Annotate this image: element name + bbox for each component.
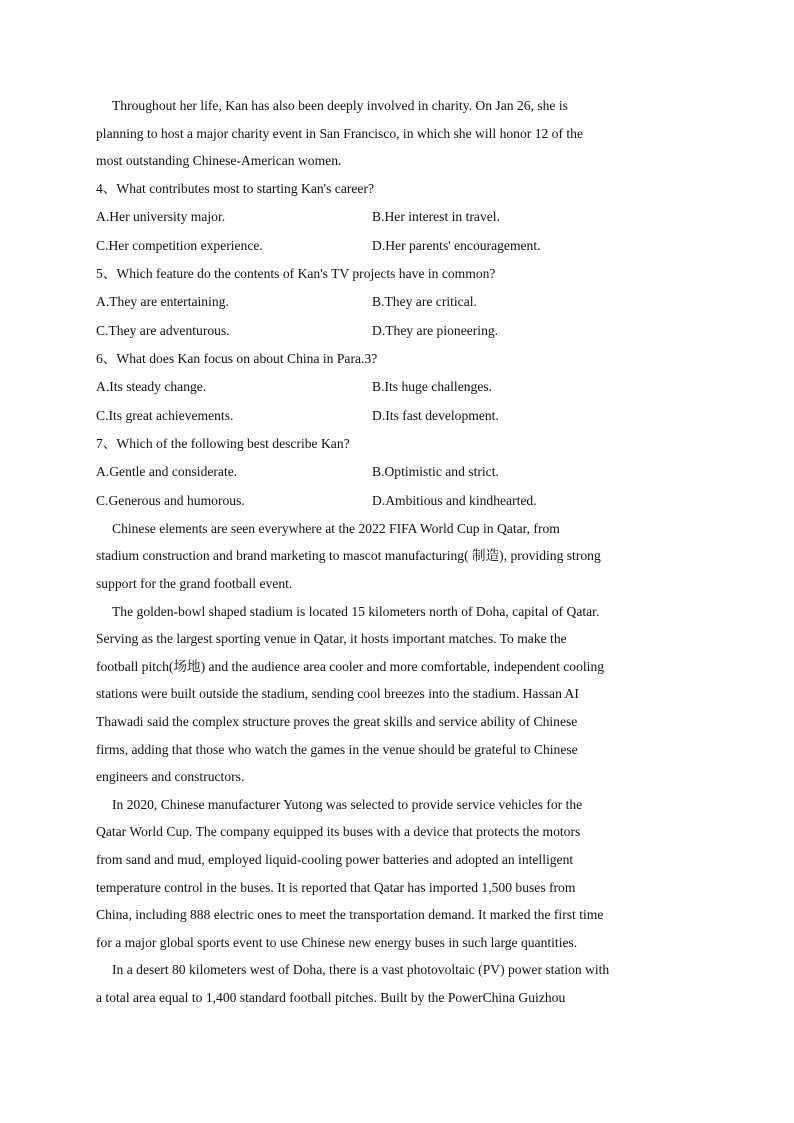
passage-yutong-buses-paragraph (96, 791, 700, 957)
question-stem: 4、What contributes most to starting Kan's career? (96, 180, 375, 196)
option-d: D.Her parents' encouragement. (372, 237, 541, 253)
text-line: from sand and mud, employed liquid-cooling power batteries and adopted an intelligent (96, 851, 574, 867)
text-line: football pitch(场地) and the audience area cooler and more comfortable, independent cooling (96, 658, 605, 674)
text-line: Serving as the largest sporting venue in Qatar, it hosts important matches. To make the (96, 631, 567, 647)
option-a: A.Her university major. (96, 209, 226, 225)
option-c: C.Its great achievements. (96, 407, 234, 423)
text-line: stations were built outside the stadium, sending cool breezes into the stadium. Hassan AI (96, 686, 579, 702)
text-line: most outstanding Chinese-American women. (96, 153, 342, 169)
option-b: B.Its huge challenges. (372, 379, 493, 395)
option-b: B.Optimistic and strict. (372, 464, 499, 480)
question-7 (96, 430, 700, 515)
option-b: B.Her interest in travel. (372, 209, 500, 225)
question-options (96, 458, 700, 514)
option-c: C.They are adventurous. (96, 322, 230, 338)
question-options (96, 288, 700, 344)
option-c: C.Her competition experience. (96, 237, 263, 253)
question-stem: 5、Which feature do the contents of Kan's TV projects have in common? (96, 265, 496, 281)
question-5 (96, 260, 700, 345)
question-options (96, 373, 700, 429)
passage-world-cup-intro-paragraph (96, 515, 700, 598)
option-c: C.Generous and humorous. (96, 492, 245, 508)
option-a: A.Gentle and considerate. (96, 464, 238, 480)
question-options (96, 203, 700, 259)
option-d: D.They are pioneering. (372, 322, 499, 338)
option-a: A.They are entertaining. (96, 294, 229, 310)
text-line: stadium construction and brand marketing to mascot manufacturing( 制造), providing strong (96, 548, 601, 564)
text-line: a total area equal to 1,400 standard football pitches. Built by the PowerChina Guizhou (96, 989, 566, 1005)
passage-pv-station-paragraph (96, 956, 700, 1011)
text-line: engineers and constructors. (96, 769, 245, 785)
option-b: B.They are critical. (372, 294, 477, 310)
text-line: The golden-bowl shaped stadium is located 15 kilometers north of Doha, capital of Qatar. (112, 603, 600, 619)
question-4 (96, 175, 700, 260)
text-line: temperature control in the buses. It is reported that Qatar has imported 1,500 buses from (96, 879, 576, 895)
question-stem: 7、Which of the following best describe Kan? (96, 435, 350, 451)
page-content (96, 92, 700, 1011)
passage-stadium-paragraph (96, 598, 700, 791)
text-line: In a desert 80 kilometers west of Doha, there is a vast photovoltaic (PV) power station with (112, 962, 610, 978)
text-line: In 2020, Chinese manufacturer Yutong was selected to provide service vehicles for the (112, 796, 583, 812)
text-line: planning to host a major charity event in San Francisco, in which she will honor 12 of the (96, 125, 584, 141)
text-line: Qatar World Cup. The company equipped its buses with a device that protects the motors (96, 824, 581, 840)
passage-kan-charity-paragraph (96, 92, 700, 175)
text-line: China, including 888 electric ones to meet the transportation demand. It marked the first time (96, 907, 604, 923)
text-line: Chinese elements are seen everywhere at the 2022 FIFA World Cup in Qatar, from (112, 520, 560, 536)
text-line: firms, adding that those who watch the games in the venue should be grateful to Chinese (96, 741, 578, 757)
text-line: Throughout her life, Kan has also been deeply involved in charity. On Jan 26, she is (112, 98, 568, 113)
option-d: D.Ambitious and kindhearted. (372, 492, 537, 508)
text-line: support for the grand football event. (96, 575, 293, 591)
question-stem: 6、What does Kan focus on about China in Para.3? (96, 350, 378, 366)
option-a: A.Its steady change. (96, 379, 207, 395)
option-d: D.Its fast development. (372, 407, 499, 423)
text-line: for a major global sports event to use Chinese new energy buses in such large quantities. (96, 934, 578, 950)
text-line: Thawadi said the complex structure proves the great skills and service ability of Chinese (96, 713, 578, 729)
question-6 (96, 345, 700, 430)
